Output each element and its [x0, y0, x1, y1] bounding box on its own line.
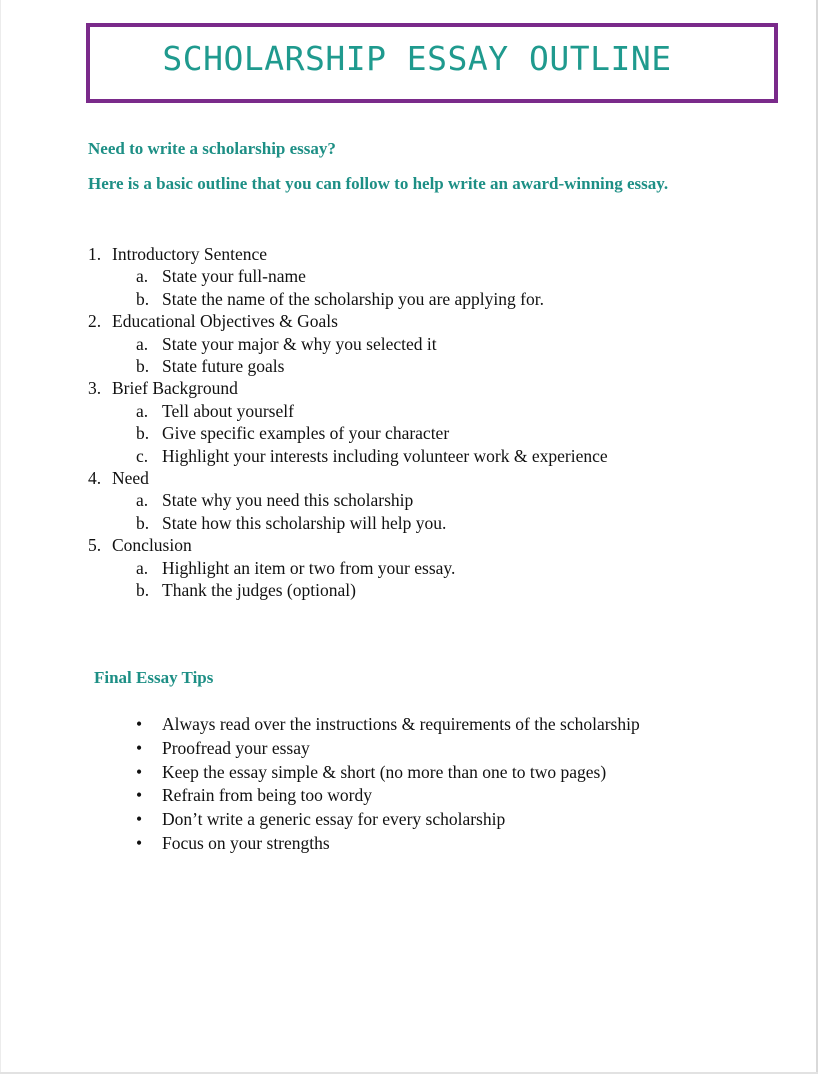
- subitem-text: State how this scholarship will help you.: [162, 512, 447, 533]
- subitem-letter: b.: [136, 423, 150, 444]
- subitem-text: Highlight an item or two from your essay.: [162, 557, 456, 578]
- tip-text: Focus on your strengths: [162, 832, 330, 853]
- subitem-text: Tell about yourself: [162, 400, 294, 421]
- subitem-letter: a.: [136, 557, 149, 578]
- page-title: SCHOLARSHIP ESSAY OUTLINE: [162, 38, 672, 78]
- essay-outline: [88, 243, 788, 602]
- subitem-letter: a.: [136, 333, 149, 354]
- page-edge-left: [0, 0, 1, 1074]
- outline-subitem: [88, 422, 788, 444]
- outline-subitem: [88, 512, 788, 534]
- outline-subitem: [88, 355, 788, 377]
- tip-item: [136, 713, 776, 737]
- outline-subitem: [88, 265, 788, 287]
- outline-number: 1.: [88, 244, 102, 264]
- outline-number: 3.: [88, 378, 102, 399]
- bullet-icon: •: [136, 832, 143, 853]
- outline-subitem: [88, 288, 788, 310]
- outline-number: 4.: [88, 468, 102, 489]
- outline-item: [88, 243, 788, 265]
- bullet-icon: •: [136, 714, 143, 734]
- bullet-icon: •: [136, 761, 143, 782]
- outline-item: [88, 310, 788, 332]
- bullet-icon: •: [136, 737, 143, 758]
- bullet-icon: •: [136, 809, 143, 830]
- outline-subitem: [88, 579, 788, 601]
- bullet-icon: •: [136, 785, 143, 806]
- outline-number: 2.: [88, 311, 102, 332]
- subitem-text: Give specific examples of your character: [162, 423, 450, 444]
- outline-subitem: [88, 489, 788, 511]
- tip-text: Proofread your essay: [162, 737, 310, 758]
- subitem-letter: b.: [136, 288, 150, 309]
- tip-item: [136, 808, 776, 832]
- subitem-text: State your major & why you selected it: [162, 333, 437, 354]
- intro-question: Need to write a scholarship essay?: [88, 139, 336, 158]
- tip-text: Keep the essay simple & short (no more than one to two pages): [162, 761, 607, 782]
- outline-subitem: [88, 557, 788, 579]
- tip-item: [136, 784, 776, 808]
- subitem-letter: a.: [136, 490, 149, 511]
- subitem-letter: b.: [136, 356, 150, 377]
- tip-text: Refrain from being too wordy: [162, 785, 372, 806]
- tip-item: [136, 832, 776, 856]
- outline-subitem: [88, 400, 788, 422]
- outline-label: Conclusion: [112, 535, 192, 556]
- tip-item: [136, 761, 776, 785]
- subitem-letter: a.: [136, 266, 149, 287]
- outline-item: [88, 467, 788, 489]
- subitem-text: State your full-name: [162, 266, 306, 287]
- outline-subitem: [88, 445, 788, 467]
- intro-statement: Here is a basic outline that you can follow to help write an award-winning essay.: [88, 174, 669, 193]
- tip-text: Don’t write a generic essay for every scholarship: [162, 809, 506, 830]
- subitem-text: State the name of the scholarship you are applying for.: [162, 288, 544, 309]
- outline-subitem: [88, 333, 788, 355]
- subitem-letter: b.: [136, 512, 150, 533]
- outline-label: Educational Objectives & Goals: [112, 311, 338, 332]
- title-box: [86, 23, 778, 103]
- outline-label: Need: [112, 468, 149, 489]
- subitem-text: State why you need this scholarship: [162, 490, 414, 511]
- outline-item: [88, 534, 788, 556]
- subitem-text: State future goals: [162, 356, 285, 377]
- outline-label: Brief Background: [112, 378, 238, 399]
- subitem-letter: a.: [136, 400, 149, 421]
- tip-text: Always read over the instructions & requirements of the scholarship: [162, 714, 640, 734]
- outline-number: 5.: [88, 535, 102, 556]
- tips-heading: Final Essay Tips: [94, 668, 214, 687]
- tip-item: [136, 737, 776, 761]
- subitem-letter: b.: [136, 580, 150, 601]
- outline-label: Introductory Sentence: [112, 244, 268, 264]
- subitem-text: Highlight your interests including volunteer work & experience: [162, 445, 608, 466]
- subitem-text: Thank the judges (optional): [162, 580, 356, 601]
- outline-item: [88, 377, 788, 399]
- subitem-letter: c.: [136, 445, 149, 466]
- tips-list: [136, 713, 776, 856]
